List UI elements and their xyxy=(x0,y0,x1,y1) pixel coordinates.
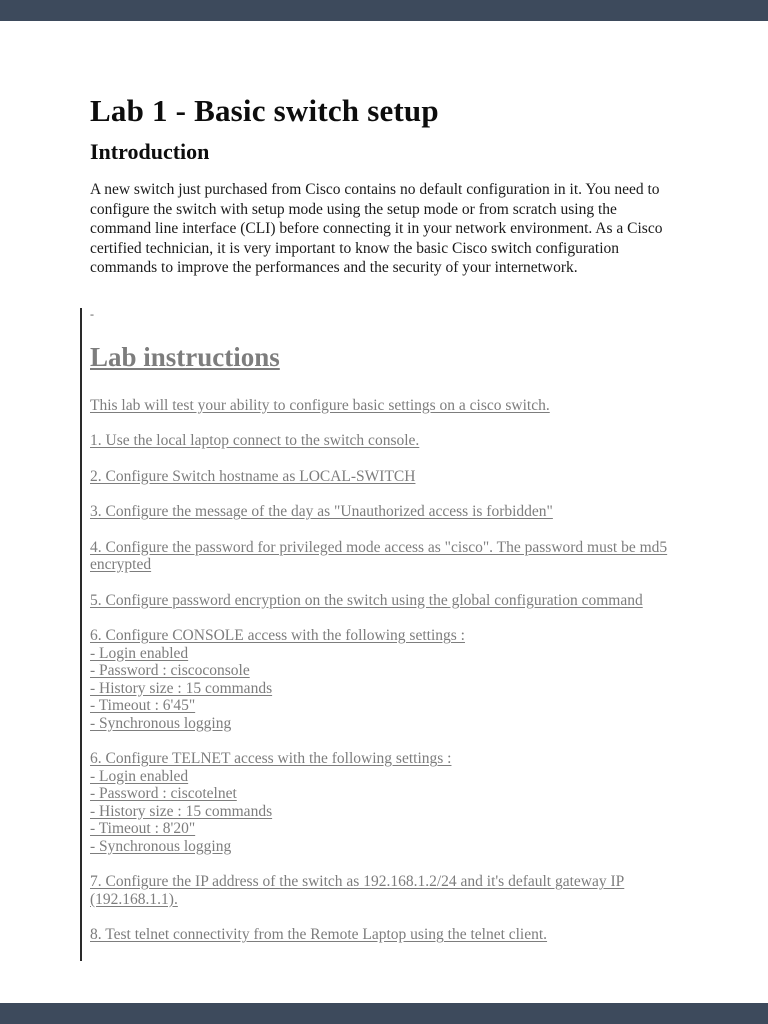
instruction-line: - History size : 15 commands xyxy=(90,802,273,820)
instruction-paragraph xyxy=(90,539,678,574)
viewer-top-bar xyxy=(0,0,768,21)
instruction-line: 7. Configure the IP address of the switch as 192.168.1.2/24 and it's default gateway IP (192.168.1.1). xyxy=(90,873,625,908)
instruction-line: - Password : ciscoconsole xyxy=(90,662,250,679)
instruction-line: - History size : 15 commands xyxy=(90,679,273,697)
instruction-paragraph xyxy=(90,926,678,944)
instruction-line: - Login enabled xyxy=(90,644,189,662)
instruction-line: 1. Use the local laptop connect to the switch console. xyxy=(90,432,420,449)
instruction-line: 3. Configure the message of the day as "Unauthorized access is forbidden" xyxy=(90,503,553,520)
instruction-paragraph xyxy=(90,592,678,610)
instruction-line: 4. Configure the password for privileged mode access as "cisco". The password must be md5 encrypted xyxy=(90,538,668,573)
instruction-paragraph xyxy=(90,873,678,908)
instruction-line: - Password : ciscotelnet xyxy=(90,785,237,802)
instruction-line: - Synchronous logging xyxy=(90,837,232,855)
instruction-paragraph xyxy=(90,750,678,855)
instruction-line: 2. Configure Switch hostname as LOCAL-SWITCH xyxy=(90,467,416,485)
instruction-paragraph xyxy=(90,503,678,521)
introduction-paragraph: A new switch just purchased from Cisco contains no default configuration in it. You need to configure the switch with setup mode using the setup mode or from scratch using the command line interface (CLI) before connecting it in your network environment. As a Cisco certified technician, it is very important to know the basic Cisco switch configuration commands to improve the performances and the security of your internetwork. xyxy=(90,181,663,276)
document-title: Lab 1 - Basic switch setup xyxy=(90,93,439,128)
instruction-line: 8. Test telnet connectivity from the Remote Laptop using the telnet client. xyxy=(90,926,548,943)
instructions-list xyxy=(90,397,678,944)
instruction-paragraph xyxy=(90,432,678,450)
instruction-line: 6. Configure TELNET access with the following settings : xyxy=(90,750,452,767)
page-content xyxy=(0,21,768,944)
instruction-line: 6. Configure CONSOLE access with the following settings : xyxy=(90,627,465,644)
instruction-paragraph xyxy=(90,627,678,732)
viewer-bottom-bar xyxy=(0,1003,768,1024)
instruction-line: - Timeout : 6'45" xyxy=(90,697,196,714)
stray-dash: - xyxy=(90,306,94,321)
instruction-line: - Login enabled xyxy=(90,767,189,785)
instruction-line: - Timeout : 8'20" xyxy=(90,820,196,837)
introduction-heading: Introduction xyxy=(90,139,210,164)
instruction-line: 5. Configure password encryption on the switch using the global configuration command xyxy=(90,591,643,609)
instruction-paragraph xyxy=(90,397,678,415)
document-page xyxy=(0,21,768,1003)
instruction-paragraph xyxy=(90,468,678,486)
lab-instructions-heading: Lab instructions xyxy=(90,341,280,372)
instruction-line: This lab will test your ability to configure basic settings on a cisco switch. xyxy=(90,396,550,414)
instruction-line: - Synchronous logging xyxy=(90,714,232,732)
